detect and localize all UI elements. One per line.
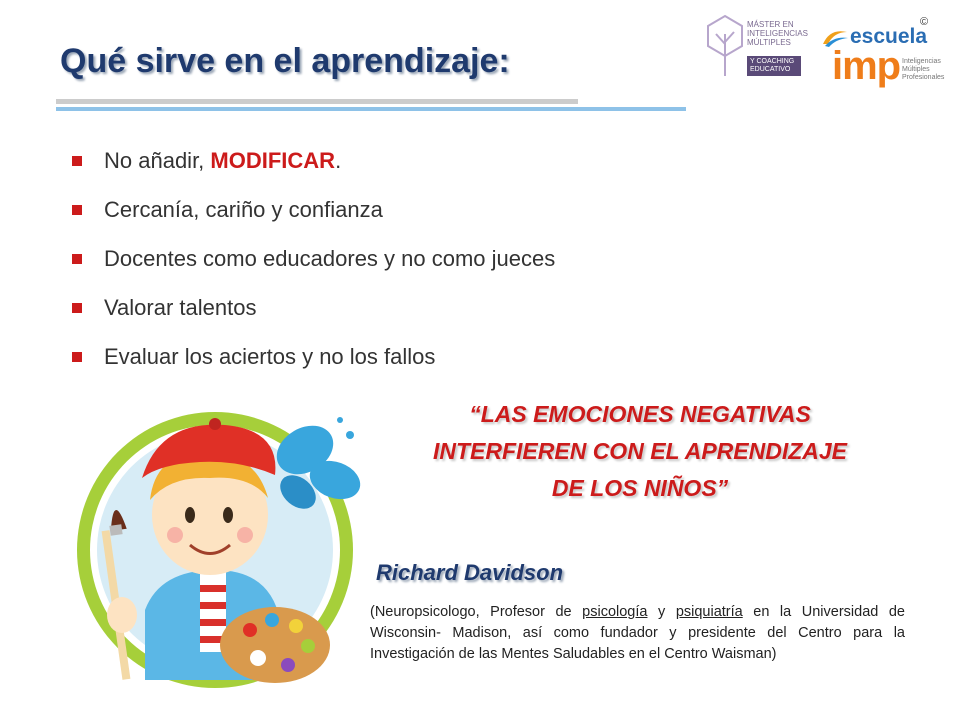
quote-block: [370, 396, 910, 507]
list-item: [70, 148, 555, 197]
list-item: [70, 197, 555, 246]
escuela-wordmark: escuela: [850, 25, 928, 48]
bio-text: (Neuropsicologo, Profesor de: [370, 604, 583, 620]
bullet-suffix: .: [335, 148, 342, 173]
master-logo-box: Y COACHING EDUCATIVO: [747, 56, 801, 76]
child-painter-illustration: [50, 380, 370, 710]
copyright-mark: ©: [920, 16, 929, 28]
bullet-text: Docentes como educadores y no como jueces: [104, 246, 556, 271]
bullet-text: Evaluar los aciertos y no los fallos: [104, 344, 436, 369]
quote-line: DE LOS NIÑOS”: [551, 475, 729, 501]
master-logo: [705, 14, 808, 83]
square-bullet-icon: [72, 254, 82, 264]
imp-wordmark: imp: [832, 44, 901, 88]
palette-icon: [220, 607, 330, 683]
square-bullet-icon: [72, 352, 82, 362]
square-bullet-icon: [72, 303, 82, 313]
bullet-text: Cercanía, cariño y confianza: [104, 197, 383, 222]
bio-text: y: [647, 604, 676, 620]
square-bullet-icon: [72, 205, 82, 215]
square-bullet-icon: [72, 156, 82, 166]
author-bio: [370, 602, 905, 665]
bullet-list: [70, 148, 555, 393]
title-underline-blue: [56, 107, 686, 111]
tree-icon: [705, 14, 745, 78]
imp-subtitle: Inteligencias Múltiples Profesionales: [902, 58, 945, 81]
quote-line: “LAS EMOCIONES NEGATIVAS: [469, 401, 811, 427]
list-item: [70, 295, 555, 344]
bullet-text: Valorar talentos: [104, 295, 257, 320]
master-logo-text: MÁSTER EN INTELIGENCIAS MÚLTIPLES: [747, 20, 808, 47]
list-item: [70, 246, 555, 295]
escuela-imp-logo: [820, 18, 945, 88]
slide-title: Qué sirve en el aprendizaje:: [60, 42, 510, 80]
bullet-emphasis: MODIFICAR: [210, 148, 336, 173]
bio-text: en la Universidad de Wisconsin- Madison, así como fundador y presidente del Centro para la Investigación de las Mentes Saludables en el Centro Waisman): [370, 604, 905, 662]
bio-link-psiquiatria[interactable]: psiquiatría: [675, 604, 743, 620]
bio-link-psicologia[interactable]: psicología: [582, 604, 648, 620]
quote-line: INTERFIEREN CON EL APRENDIZAJE: [432, 438, 848, 464]
quote-author: Richard Davidson: [376, 560, 564, 585]
title-underline-gray: [56, 99, 578, 104]
bullet-text: No añadir,: [104, 148, 211, 173]
